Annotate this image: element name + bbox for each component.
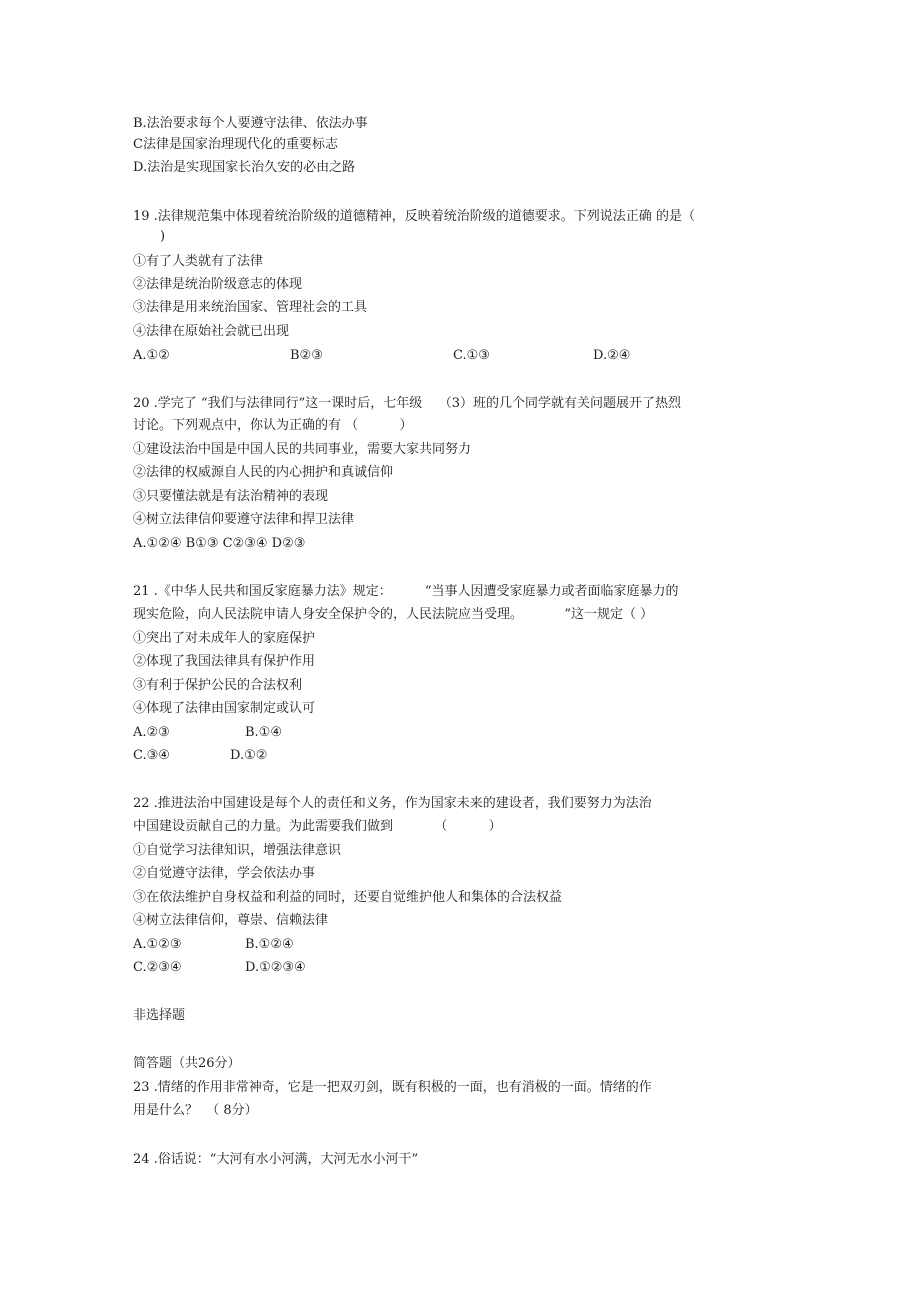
q23-stem-line2: 用是什么？ （ 8分） [133, 1103, 258, 1118]
q22-option-b: B.①②④ [245, 937, 294, 952]
q22-stem-line1: 22 .推进法治中国建设是每个人的责任和义务，作为国家未来的建设者，我们要努力为法治 [133, 796, 652, 811]
q19-item-1: ①有了人类就有了法律 [133, 254, 264, 269]
q22-option-d: D.①②③④ [245, 960, 306, 975]
q21-option-d: D.①② [230, 748, 268, 763]
q20-stem-line1: 20 .学完了 “我们与法律同行”这一课时后，七年级 （3）班的几个同学就有关问题展开了热烈 [133, 396, 682, 411]
q19-option-c: C.①③ [453, 348, 490, 363]
q20-options: A.①②④ B①③ C②③④ D②③ [133, 536, 306, 551]
q20-item-4: ④树立法律信仰要遵守法律和捍卫法律 [133, 512, 355, 527]
q21-item-2: ②体现了我国法律具有保护作用 [133, 654, 316, 669]
q21-option-b: B.①④ [245, 725, 282, 740]
q22-item-4: ④树立法律信仰，尊崇、信赖法律 [133, 913, 329, 928]
q19-stem-line2: ) [160, 229, 166, 244]
q21-stem-line2: 现实危险，向人民法院申请人身安全保护令的，人民法院应当受理。 ”这一规定（ ） [133, 607, 654, 622]
q19-option-a: A.①② [133, 348, 170, 363]
q20-item-2: ②法律的权威源自人民的内心拥护和真诚信仰 [133, 465, 394, 480]
q19-stem-line1: 19 .法律规范集中体现着统治阶级的道德精神，反映着统治阶级的道德要求。下列说法正确 的是（ [133, 209, 695, 224]
q22-option-c: C.②③④ [133, 960, 182, 975]
section-short-answer: 简答题（共26分） [133, 1056, 241, 1071]
q21-item-3: ③有利于保护公民的合法权利 [133, 678, 303, 693]
prev-option-d: D.法治是实现国家长治久安的必由之路 [133, 160, 356, 175]
q21-stem-line1: 21 .《中华人民共和国反家庭暴力法》规定： “当事人因遭受家庭暴力或者面临家庭暴力的 [133, 584, 679, 599]
q22-item-3: ③在依法维护自身权益和利益的同时，还要自觉维护他人和集体的合法权益 [133, 890, 563, 905]
q21-item-1: ①突出了对未成年人的家庭保护 [133, 631, 316, 646]
q24-stem-line1: 24 .俗话说：“大河有水小河满，大河无水小河干” [133, 1152, 419, 1167]
q23-stem-line1: 23 .情绪的作用非常神奇，它是一把双刃剑，既有积极的一面，也有消极的一面。情绪的作 [133, 1080, 652, 1095]
q22-item-1: ①自觉学习法律知识，增强法律意识 [133, 843, 342, 858]
q19-item-2: ②法律是统治阶级意志的体现 [133, 277, 303, 292]
q21-option-a: A.②③ [133, 725, 170, 740]
q22-item-2: ②自觉遵守法律，学会依法办事 [133, 866, 316, 881]
prev-option-b: B.法治要求每个人要遵守法律、依法办事 [133, 116, 368, 131]
q21-option-c: C.③④ [133, 748, 170, 763]
q22-option-a: A.①②③ [133, 937, 182, 952]
q19-item-3: ③法律是用来统治国家、管理社会的工具 [133, 300, 368, 315]
q21-item-4: ④体现了法律由国家制定或认可 [133, 701, 316, 716]
q22-stem-line2: 中国建设贡献自己的力量。为此需要我们做到 （ ） [133, 819, 502, 834]
prev-option-c: C法律是国家治理现代化的重要标志 [133, 137, 338, 152]
section-non-choice: 非选择题 [133, 1008, 186, 1023]
q19-option-d: D.②④ [593, 348, 631, 363]
q20-item-1: ①建设法治中国是中国人民的共同事业，需要大家共同努力 [133, 442, 472, 457]
q20-stem-line2: 讨论。下列观点中，你认为正确的有 （ ） [133, 418, 413, 433]
q20-item-3: ③只要懂法就是有法治精神的表现 [133, 489, 329, 504]
q19-item-4: ④法律在原始社会就已出现 [133, 324, 290, 339]
q19-option-b: B②③ [290, 348, 323, 363]
